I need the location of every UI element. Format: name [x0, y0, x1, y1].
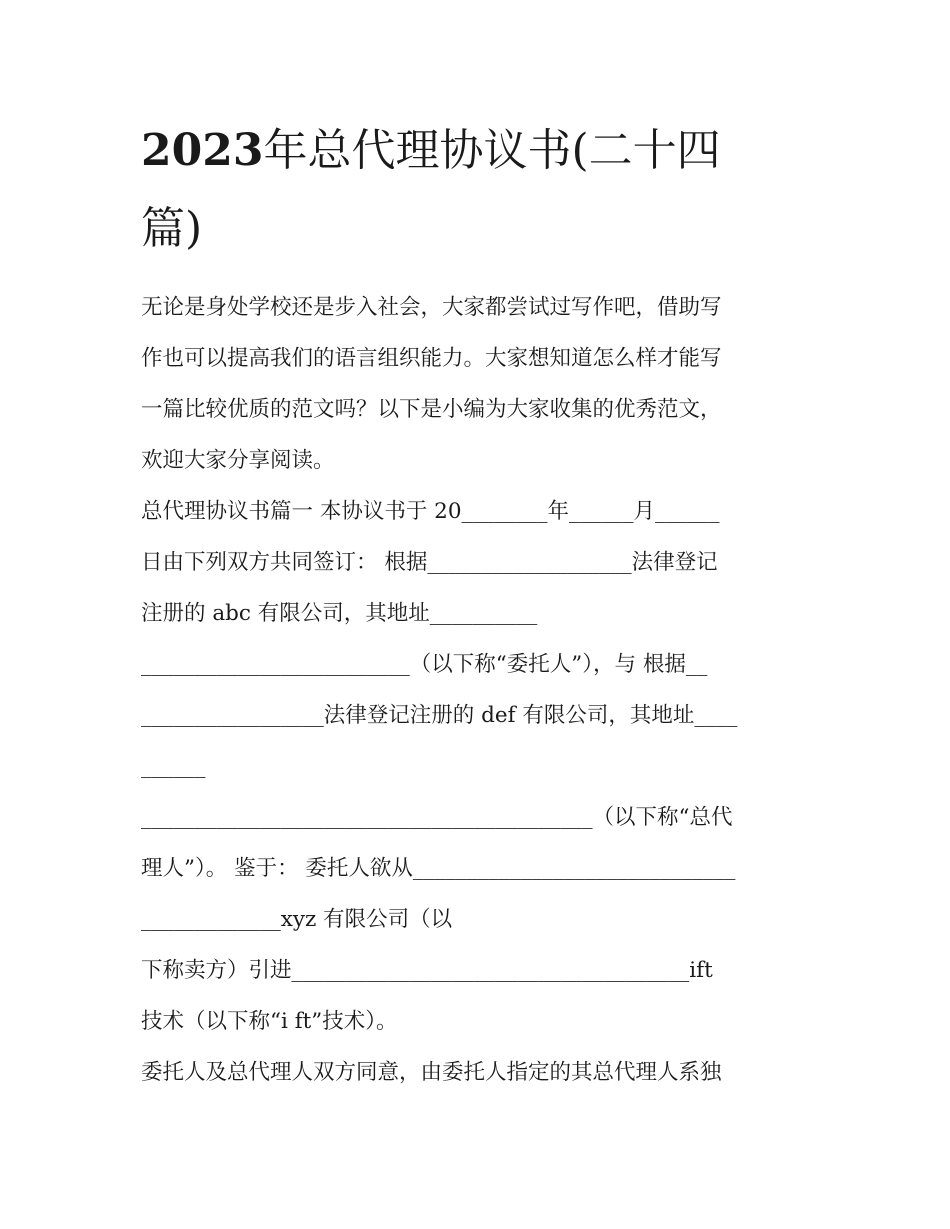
body-line: 理人”）。 鉴于： 委托人欲从______________________________: [141, 856, 736, 881]
document-title: [141, 112, 813, 268]
agreement-body: [141, 486, 813, 1098]
body-line: _________________法律登记注册的 def 有限公司，其地址____: [141, 703, 738, 728]
body-line: 日由下列双方共同签订： 根据___________________法律登记: [141, 550, 718, 575]
body-line: 下称卖方）引进_____________________________________ift: [141, 958, 713, 983]
body-line: 委托人及总代理人双方同意，由委托人指定的其总代理人系独: [141, 1060, 722, 1085]
body-line: _____________xyz 有限公司（以: [141, 907, 453, 932]
body-line: 注册的 abc 有限公司，其地址__________: [141, 601, 538, 626]
intro-line: 欢迎大家分享阅读。: [141, 448, 335, 473]
intro-line: 作也可以提高我们的语言组织能力。大家想知道怎么样才能写: [141, 346, 722, 371]
document-page: [141, 112, 813, 1098]
body-line: _________________________（以下称“委托人”），与 根据__: [141, 652, 708, 677]
intro-line: 无论是身处学校还是步入社会，大家都尝试过写作吧，借助写: [141, 295, 722, 320]
intro-paragraph: [141, 282, 813, 486]
title-year: 2023: [141, 125, 264, 176]
intro-line: 一篇比较优质的范文吗？以下是小编为大家收集的优秀范文，: [141, 397, 722, 422]
body-line: 总代理协议书篇一 本协议书于 20________年______月______: [141, 499, 720, 524]
body-line: ______: [141, 754, 206, 779]
title-line-2: 篇): [141, 203, 203, 254]
title-text: 年总代理协议书(二十四: [263, 125, 721, 176]
body-line: __________________________________________（以下称“总代: [141, 805, 733, 830]
body-line: 技术（以下称“i ft”技术）。: [141, 1009, 398, 1034]
title-line-1: [141, 125, 721, 176]
